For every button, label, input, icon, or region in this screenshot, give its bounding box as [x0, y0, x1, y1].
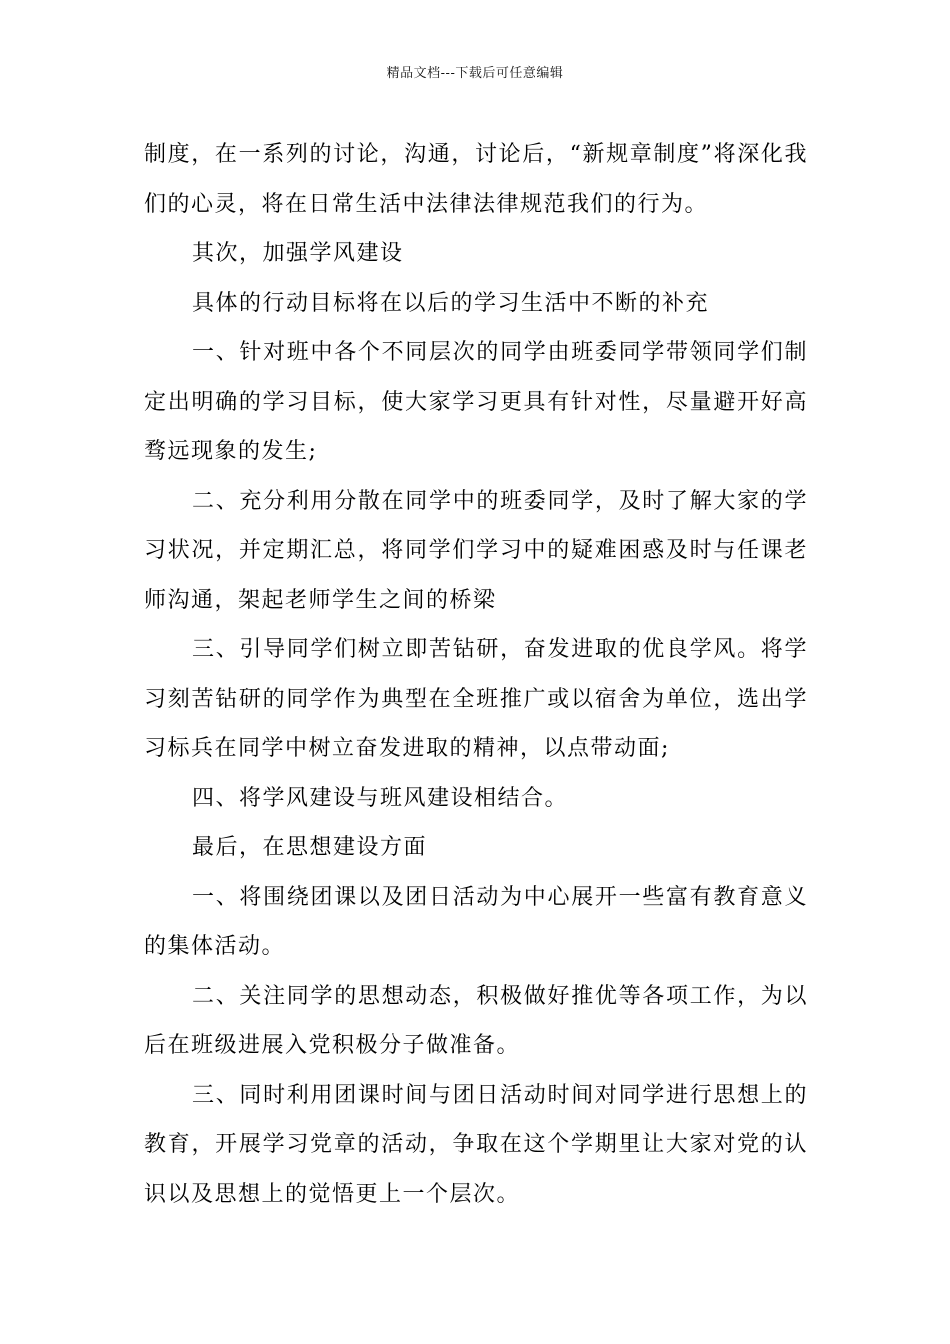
study-item-2: 二、充分利用分散在同学中的班委同学，及时了解大家的学习状况，并定期汇总，将同学们学习中的疑难困惑及时与任课老师沟通，架起老师学生之间的桥梁 [144, 488, 808, 613]
paragraph-goals-intro: 具体的行动目标将在以后的学习生活中不断的补充 [192, 290, 710, 316]
study-item-4: 四、将学风建设与班风建设相结合。 [192, 785, 569, 811]
ideology-item-2: 二、关注同学的思想动态，积极做好推优等各项工作，为以后在班级进展入党积极分子做准备。 [144, 983, 808, 1058]
study-item-3: 三、引导同学们树立即苦钻研，奋发进取的优良学风。将学习刻苦钻研的同学作为典型在全班推广或以宿舍为单位，选出学习标兵在同学中树立奋发进取的精神，以点带动面; [144, 637, 808, 761]
study-item-1: 一、针对班中各个不同层次的同学由班委同学带领同学们制定出明确的学习目标，使大家学习更具有针对性，尽量避开好高骛远现象的发生; [144, 340, 808, 464]
document-body [144, 130, 808, 1219]
section-heading-study-style: 其次，加强学风建设 [192, 241, 404, 266]
ideology-item-3: 三、同时利用团课时间与团日活动时间对同学进行思想上的教育，开展学习党章的活动，争取在这个学期里让大家对党的认识以及思想上的觉悟更上一个层次。 [144, 1082, 808, 1207]
paragraph-continuation: 制度，在一系列的讨论，沟通，讨论后，“新规章制度”将深化我们的心灵，将在日常生活中法律法律规范我们的行为。 [144, 142, 808, 217]
page-header: 精品文档---下载后可任意编辑 [386, 66, 564, 81]
ideology-item-1: 一、将围绕团课以及团日活动为中心展开一些富有教育意义的集体活动。 [144, 884, 808, 959]
section-heading-ideology: 最后，在思想建设方面 [192, 835, 428, 860]
